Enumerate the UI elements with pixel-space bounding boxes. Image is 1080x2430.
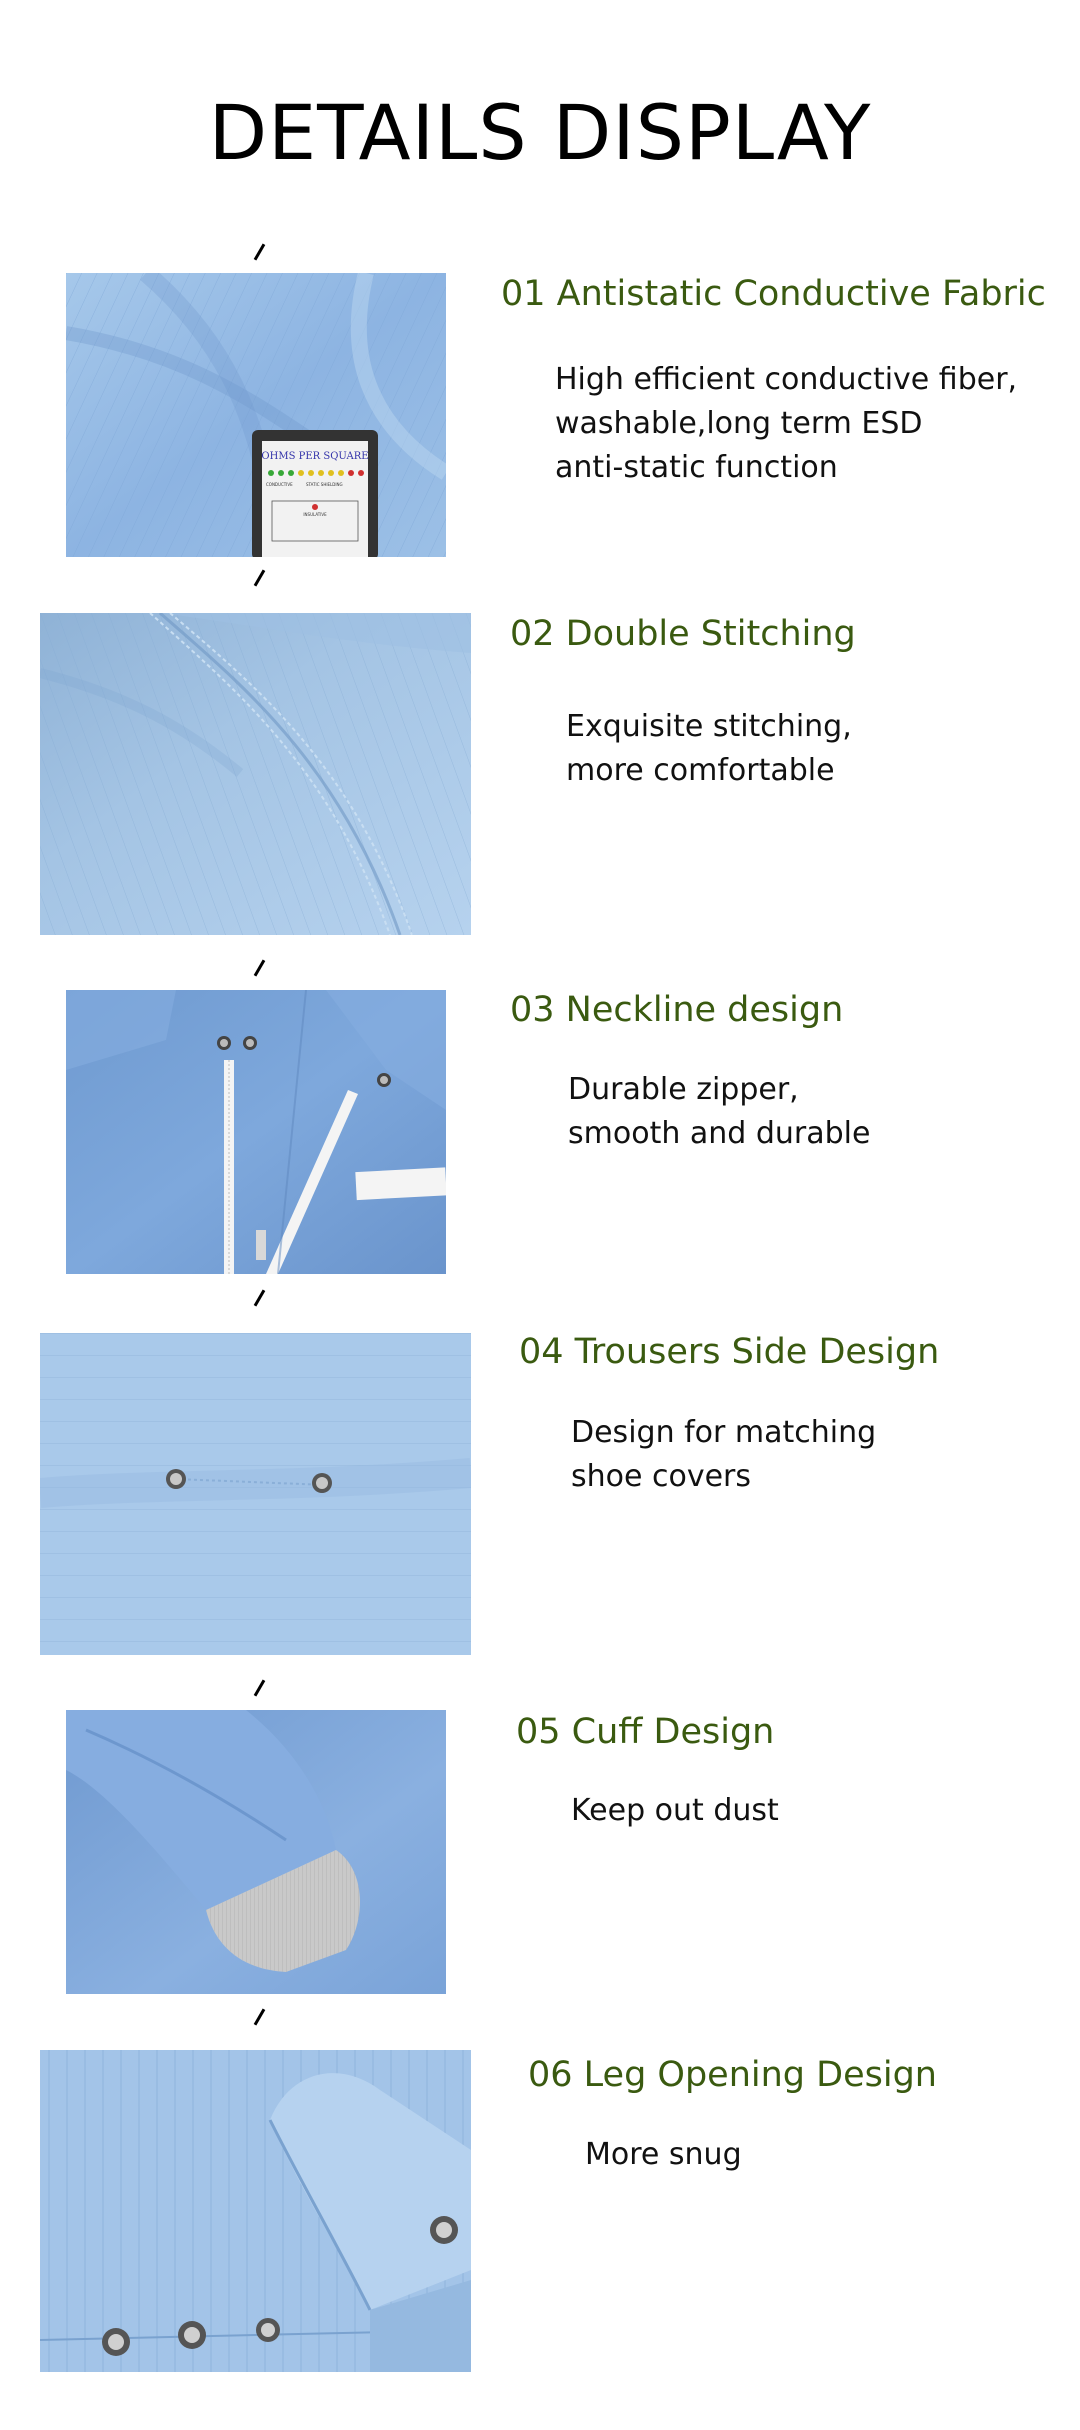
antistatic-fabric-photo — [66, 273, 446, 557]
divider-mark — [254, 1289, 266, 1306]
double-stitching-photo — [40, 613, 471, 935]
feature-title-cuff: 05 Cuff Design — [516, 1712, 775, 1752]
divider-mark — [254, 959, 266, 976]
cuff-photo — [66, 1710, 446, 1994]
feature-desc-stitching: Exquisite stitching, more comfortable — [566, 709, 852, 788]
feature-desc-cuff: Keep out dust — [571, 1793, 779, 1828]
divider-mark — [254, 243, 266, 260]
tester-label-shielding: STATIC SHIELDING — [306, 482, 343, 487]
page-title: DETAILS DISPLAY — [208, 88, 872, 177]
divider-mark — [254, 1679, 266, 1696]
feature-title-trousers: 04 Trousers Side Design — [519, 1332, 940, 1372]
divider-mark — [254, 2008, 266, 2025]
divider-mark — [254, 569, 266, 586]
feature-desc-leg-opening: More snug — [585, 2137, 742, 2172]
tester-label-conductive: CONDUCTIVE — [266, 482, 293, 487]
feature-title-stitching: 02 Double Stitching — [510, 614, 856, 654]
leg-opening-photo — [40, 2050, 471, 2372]
feature-title-antistatic: 01 Antistatic Conductive Fabric — [501, 274, 1046, 314]
trousers-side-snaps-photo — [40, 1333, 471, 1655]
feature-desc-trousers: Design for matching shoe covers — [571, 1415, 877, 1494]
feature-desc-antistatic: High efficient conductive fiber, washable,long term ESD anti-static function — [555, 362, 1018, 485]
tester-label-insulative: INSULATIVE — [303, 512, 327, 517]
tester-heading: OHMS PER SQUARE — [261, 451, 369, 462]
neckline-zipper-photo — [66, 990, 446, 1274]
feature-title-leg-opening: 06 Leg Opening Design — [528, 2055, 937, 2095]
feature-desc-neckline: Durable zipper, smooth and durable — [568, 1072, 871, 1151]
feature-title-neckline: 03 Neckline design — [510, 990, 844, 1030]
